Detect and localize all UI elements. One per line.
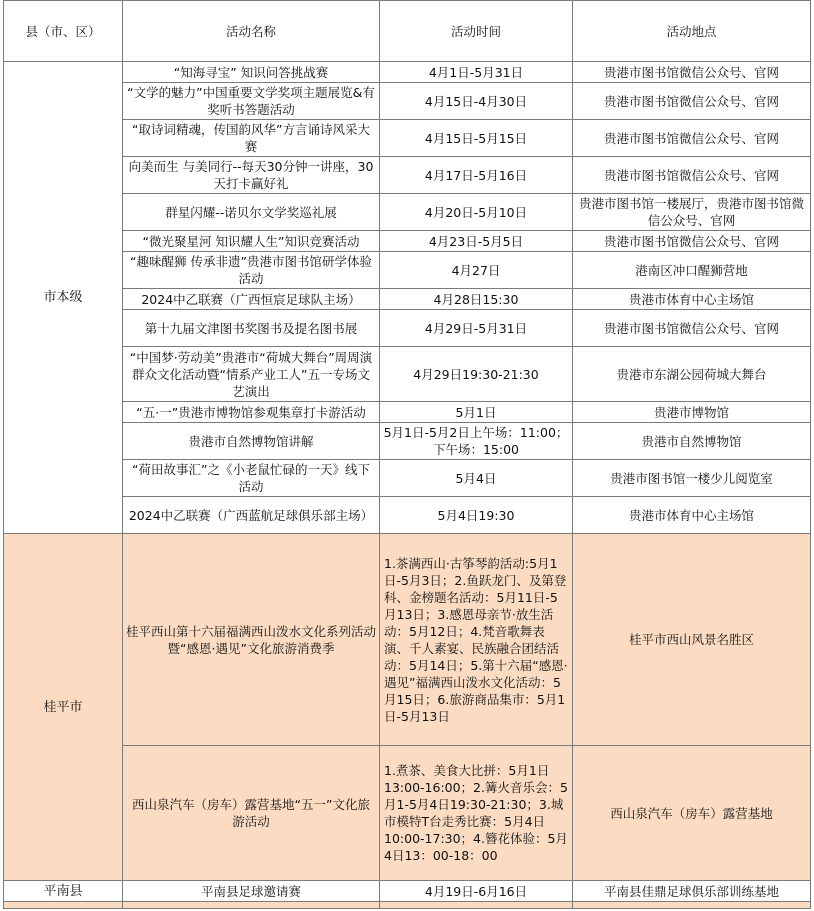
county-cell: 市本级: [4, 62, 123, 534]
activity-time: 4月23日-5月5日: [380, 231, 573, 252]
activity-place: 贵港市图书馆一楼展厅，贵港市图书馆微信公众号、官网: [573, 194, 811, 231]
activity-name: “中国梦·劳动美”贵港市“荷城大舞台”周周演群众文化活动暨“情系产业工人”五一专场文艺演出: [123, 347, 380, 402]
table-row: [4, 746, 811, 881]
activity-time: 4月1日-5月31日: [380, 62, 573, 83]
activity-place: 贵港市图书馆微信公众号、官网: [573, 157, 811, 194]
activity-place: 港南区冲口醒狮营地: [573, 252, 811, 289]
activity-name: “微光聚星河 知识耀人生”知识竞赛活动: [123, 231, 380, 252]
activity-time: 5月1日-5月2日上午场：11:00；下午场：15:00: [380, 423, 573, 460]
activity-name: “五·一”贵港市博物馆参观集章打卡游活动: [123, 402, 380, 423]
activity-time: 5月4日: [380, 460, 573, 497]
county-cell: 桂平市: [4, 534, 123, 881]
activity-place: 贵港市东湖公园荷城大舞台: [573, 347, 811, 402]
activity-place: 平南县佳鼎足球俱乐部训练基地: [573, 881, 811, 902]
table-row: [4, 252, 811, 289]
table-row: [4, 83, 811, 120]
activity-time: 1.茶满西山·古筝琴韵活动:5月1日-5月3日；2.鱼跃龙门、及第登科、金榜题名活动：5月11日-5月13日；3.感恩母亲节·放生活动：5月12日；4.梵音歌舞表演、千人素宴、民族融合团结活动：5月14日；5.第十六届“感恩·遇见”福满西山泼水文化活动：5月15日；6.旅游商品集市：5月1日-5月13日: [380, 534, 573, 746]
activity-name: 贵港市自然博物馆讲解: [123, 423, 380, 460]
activity-time: 5月4日19:30: [380, 497, 573, 534]
table-row: [4, 881, 811, 902]
activity-time: 4月20日-5月10日: [380, 194, 573, 231]
header-place: 活动地点: [573, 1, 811, 62]
table-row: [4, 310, 811, 347]
activity-place: 贵港市体育中心主场馆: [573, 289, 811, 310]
table-row: [4, 460, 811, 497]
header-row: [4, 1, 811, 62]
table-row: [4, 157, 811, 194]
activity-time: 4月15日-4月30日: [380, 83, 573, 120]
activity-time: 1.煮茶、美食大比拼：5月1日13:00-16:00；2.篝火音乐会：5月1-5月4日19:30-21:30；3.城市模特T台走秀比赛：5月4日10:00-17:30；4.簪花体验：5月4日13：00-18：00: [380, 746, 573, 881]
table-row: [4, 231, 811, 252]
activity-name: 西山泉汽车（房车）露营基地“五一”文化旅游活动: [123, 746, 380, 881]
activity-time: 4月17日-5月16日: [380, 157, 573, 194]
activity-name: 平南县足球邀请赛: [123, 881, 380, 902]
activity-table: [3, 0, 811, 909]
activity-time: 4月29日19:30-21:30: [380, 347, 573, 402]
activity-name: 2024中乙联赛（广西蓝航足球俱乐部主场）: [123, 497, 380, 534]
activity-name: “知海寻宝” 知识问答挑战赛: [123, 62, 380, 83]
activity-time: 4月29日-5月31日: [380, 310, 573, 347]
table-row: [4, 120, 811, 157]
activity-name: “荷田故事汇”之《小老鼠忙碌的一天》线下活动: [123, 460, 380, 497]
activity-name: 群星闪耀--诺贝尔文学奖巡礼展: [123, 194, 380, 231]
table-row: [4, 289, 811, 310]
activity-name: 第十九届文津图书奖图书及提名图书展: [123, 310, 380, 347]
header-time: 活动时间: [380, 1, 573, 62]
table-row-partial: [4, 902, 811, 909]
activity-name: 桂平西山第十六届福满西山泼水文化系列活动暨“感恩·遇见”文化旅游消费季: [123, 534, 380, 746]
activity-time: 4月19日-6月16日: [380, 881, 573, 902]
activity-place: 贵港市图书馆微信公众号、官网: [573, 62, 811, 83]
county-cell: 平南县: [4, 881, 123, 902]
activity-time: 4月15日-5月15日: [380, 120, 573, 157]
activity-place: 贵港市图书馆微信公众号、官网: [573, 120, 811, 157]
activity-place: 贵港市图书馆一楼少儿阅览室: [573, 460, 811, 497]
activity-place: 贵港市图书馆微信公众号、官网: [573, 83, 811, 120]
table-row: [4, 347, 811, 402]
activity-name: “取诗词精魂，传国韵风华”方言诵诗风采大赛: [123, 120, 380, 157]
empty-cell: [123, 902, 380, 909]
activity-place: 桂平市西山风景名胜区: [573, 534, 811, 746]
activity-time: 4月27日: [380, 252, 573, 289]
activity-name: “趣味醒狮 传承非遗”贵港市图书馆研学体验活动: [123, 252, 380, 289]
table-row: [4, 497, 811, 534]
activity-place: 贵港市博物馆: [573, 402, 811, 423]
table-row: [4, 194, 811, 231]
activity-name: “文学的魅力”中国重要文学奖项主题展览&有奖听书答题活动: [123, 83, 380, 120]
table-row: [4, 423, 811, 460]
header-name: 活动名称: [123, 1, 380, 62]
activity-place: 贵港市图书馆微信公众号、官网: [573, 231, 811, 252]
table-row: [4, 62, 811, 83]
activity-name: 2024中乙联赛（广西恒宸足球队主场）: [123, 289, 380, 310]
table-row: [4, 534, 811, 746]
empty-cell: [4, 902, 123, 909]
activity-time: 4月28日15:30: [380, 289, 573, 310]
activity-place: 贵港市体育中心主场馆: [573, 497, 811, 534]
activity-place: 西山泉汽车（房车）露营基地: [573, 746, 811, 881]
activity-name: 向美而生 与美同行--每天30分钟一讲座，30天打卡赢好礼: [123, 157, 380, 194]
activity-time: 5月1日: [380, 402, 573, 423]
empty-cell: [573, 902, 811, 909]
empty-cell: [380, 902, 573, 909]
activity-place: 贵港市图书馆微信公众号、官网: [573, 310, 811, 347]
header-county: 县（市、区）: [4, 1, 123, 62]
activity-place: 贵港市自然博物馆: [573, 423, 811, 460]
table-row: [4, 402, 811, 423]
